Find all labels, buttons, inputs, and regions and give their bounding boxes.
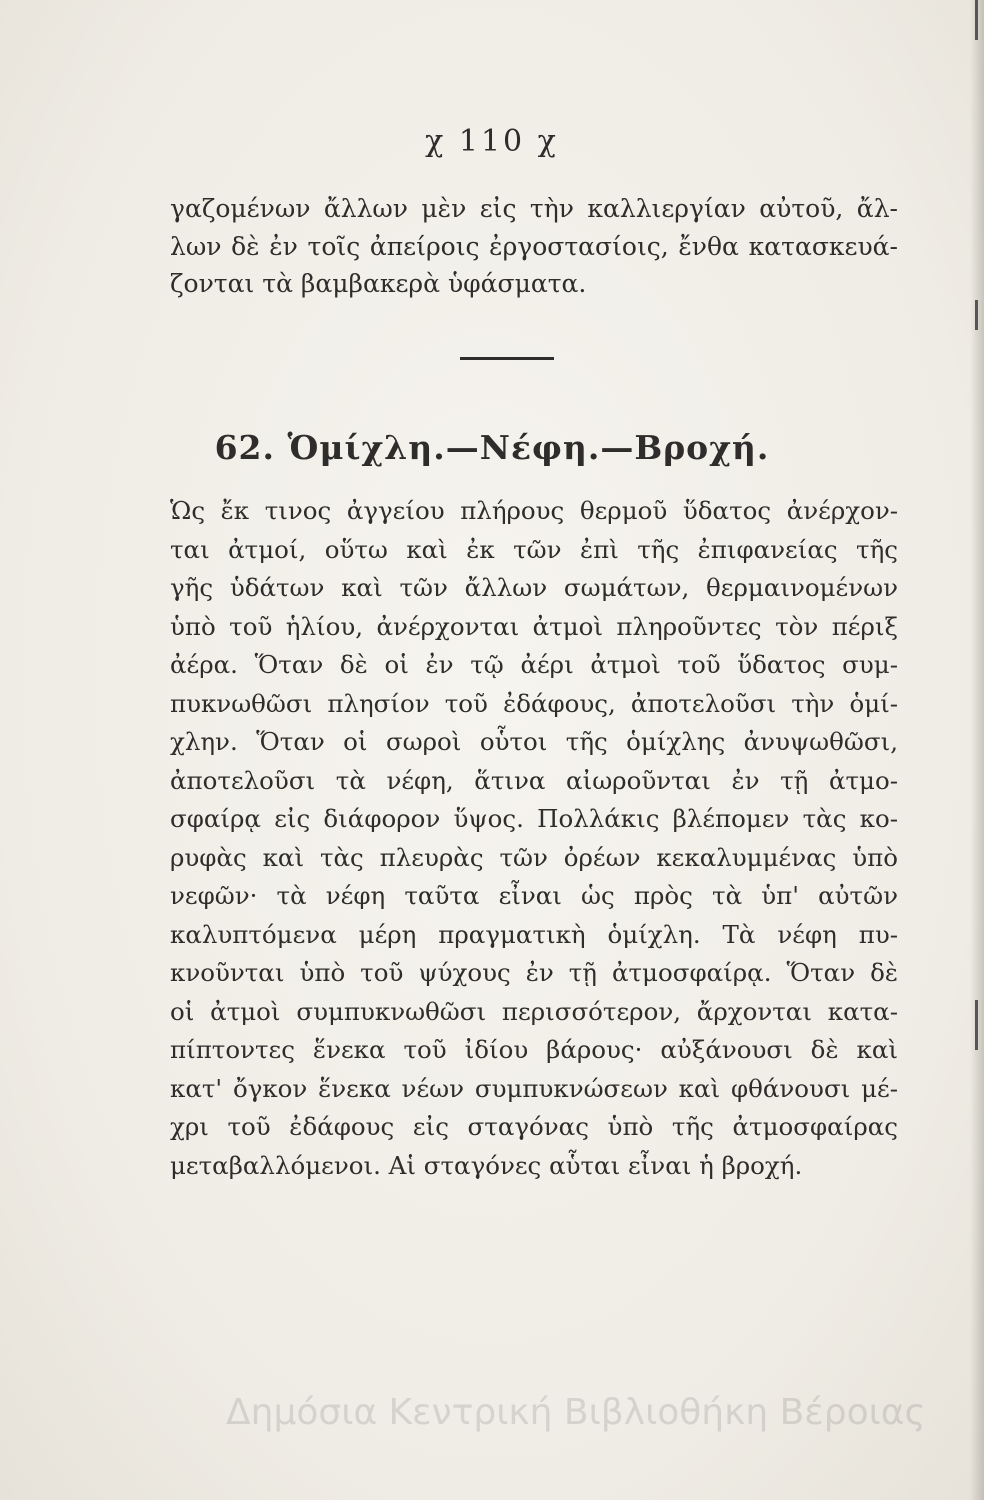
text-line: ζονται τὰ βαμβακερὰ ὑφάσματα. [170, 269, 587, 298]
text-line: νεφῶν· τὰ νέφη ταῦτα εἶναι ὡς πρὸς τὰ ὑπ' αὐτῶν [170, 881, 898, 910]
text-line: ἀέρα. Ὅταν δὲ οἱ ἐν τῷ ἀέρι ἀτμοὶ τοῦ ὕδατος συμ- [170, 650, 898, 679]
page-edge-shadow [970, 0, 984, 1500]
section-heading: 62. Ὁμίχλη.—Νέφη.—Βροχή. [214, 428, 770, 467]
scan-edge-mark [975, 300, 978, 330]
text-line: γαζομένων ἄλλων μὲν εἰς τὴν καλλιεργίαν αὐτοῦ, ἄλ- [170, 194, 898, 223]
text-line: χλην. Ὅταν οἱ σωροὶ οὗτοι τῆς ὁμίχλης ἀνυψωθῶσι, [170, 727, 898, 756]
text-line: κνοῦνται ὑπὸ τοῦ ψύχους ἐν τῇ ἀτμοσφαίρᾳ. Ὅταν δὲ [170, 958, 898, 987]
text-line: ται ἀτμοί, οὕτω καὶ ἐκ τῶν ἐπὶ τῆς ἐπιφανείας τῆς [170, 534, 898, 564]
page-number: χ 110 χ [425, 124, 559, 159]
text-line: χρι τοῦ ἐδάφους εἰς σταγόνας ὑπὸ τῆς ἀτμοσφαίρας [170, 1112, 898, 1141]
text-line: πυκνωθῶσι πλησίον τοῦ ἐδάφους, ἀποτελοῦσι τὴν ὁμί- [170, 688, 898, 718]
paragraph-continued [170, 190, 898, 303]
text-line: λων δὲ ἐν τοῖς ἀπείροις ἐργοστασίοις, ἔνθα κατασκευά- [170, 231, 898, 261]
text-line: πίπτοντες ἕνεκα τοῦ ἰδίου βάρους· αὐξάνουσι δὲ καὶ [170, 1035, 898, 1064]
text-line: σφαίρᾳ εἰς διάφορον ὕψος. Πολλάκις βλέπομεν τὰς κο- [170, 804, 898, 833]
text-line: καλυπτόμενα μέρη πραγματικὴ ὁμίχλη. Τὰ νέφη πυ- [170, 919, 898, 949]
text-line: κατ' ὄγκον ἕνεκα νέων συμπυκνώσεων καὶ φθάνουσι μέ- [170, 1073, 898, 1103]
text-line: ἀποτελοῦσι τὰ νέφη, ἅτινα αἰωροῦνται ἐν τῇ ἀτμο- [170, 765, 898, 795]
text-line: μεταβαλλόμενοι. Αἱ σταγόνες αὗται εἶναι ἡ βροχή. [170, 1150, 803, 1180]
section-divider [460, 357, 554, 360]
text-line: Ὡς ἔκ τινος ἀγγείου πλήρους θερμοῦ ὕδατος ἀνέρχον- [170, 496, 898, 525]
section-paragraph [170, 492, 898, 1185]
text-line: ρυφὰς καὶ τὰς πλευρὰς τῶν ὀρέων κεκαλυμμένας ὑπὸ [170, 842, 898, 872]
text-line: οἱ ἀτμοὶ συμπυκνωθῶσι περισσότερον, ἄρχονται κατα- [170, 996, 898, 1026]
scan-edge-mark [975, 1000, 978, 1050]
text-line: γῆς ὑδάτων καὶ τῶν ἄλλων σωμάτων, θερμαινομένων [170, 573, 898, 602]
library-watermark: Δημόσια Κεντρική Βιβλιοθήκη Βέροιας [226, 1392, 926, 1433]
text-line: ὑπὸ τοῦ ἡλίου, ἀνέρχονται ἀτμοὶ πληροῦντες τὸν πέριξ [170, 611, 898, 641]
scan-edge-mark [975, 0, 978, 40]
